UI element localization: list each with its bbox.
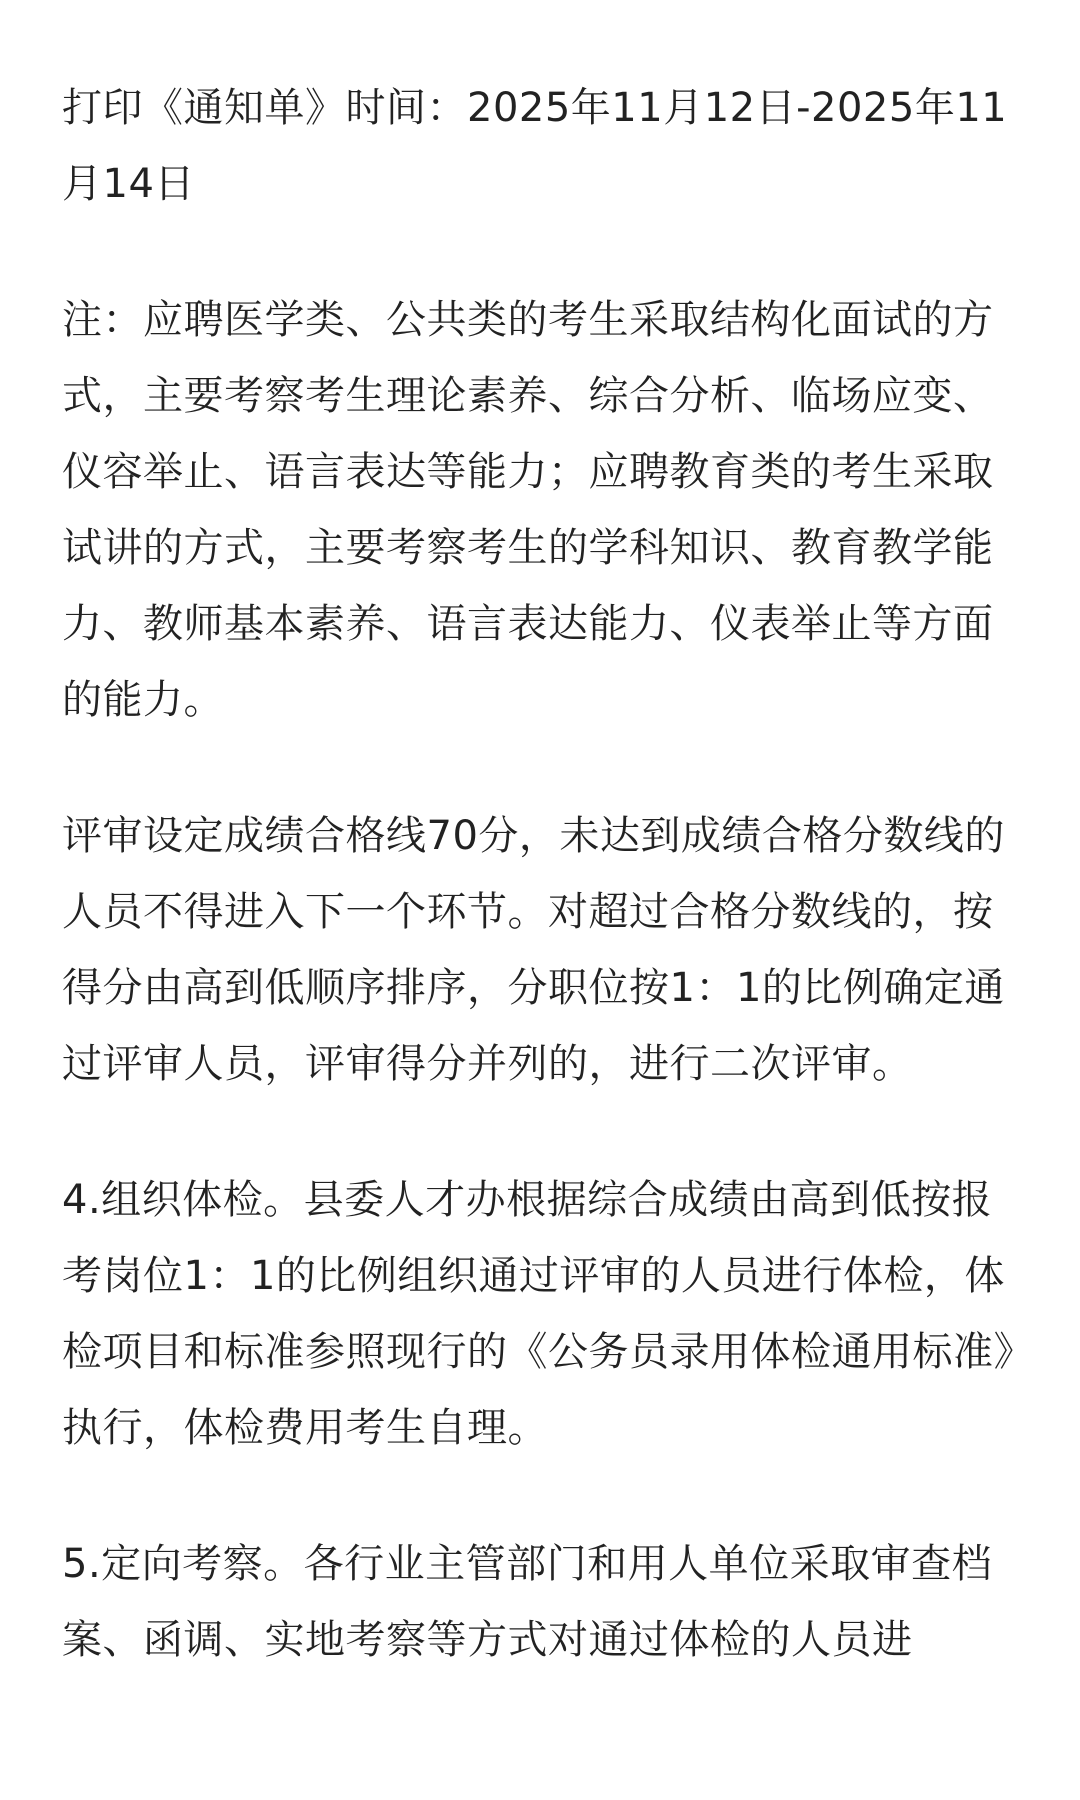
paragraph-physical-exam: 4.组织体检。县委人才办根据综合成绩由高到低按报考岗位1：1的比例组织通过评审的人员进行体检，体检项目和标准参照现行的《公务员录用体检通用标准》执行，体检费用考生自理。 bbox=[62, 1177, 1014, 1451]
paragraph-review-passing-line: 评审设定成绩合格线70分，未达到成绩合格分数线的人员不得进入下一个环节。对超过合格分数线的，按得分由高到低顺序排序，分职位按1：1的比例确定通过评审人员，评审得分并列的，进行二次评审。 bbox=[62, 813, 1005, 1087]
paragraph-interview-note: 注：应聘医学类、公共类的考生采取结构化面试的方式，主要考察考生理论素养、综合分析、临场应变、仪容举止、语言表达等能力；应聘教育类的考生采取试讲的方式，主要考察考生的学科知识、教育教学能力、教师基本素养、语言表达能力、仪表举止等方面的能力。 bbox=[62, 297, 994, 723]
paragraph-directed-inspection: 5.定向考察。各行业主管部门和用人单位采取审查档案、函调、实地考察等方式对通过体检的人员进 bbox=[62, 1541, 993, 1663]
paragraph-print-notice-time: 打印《通知单》时间：2025年11月12日-2025年11月14日 bbox=[62, 85, 1008, 207]
